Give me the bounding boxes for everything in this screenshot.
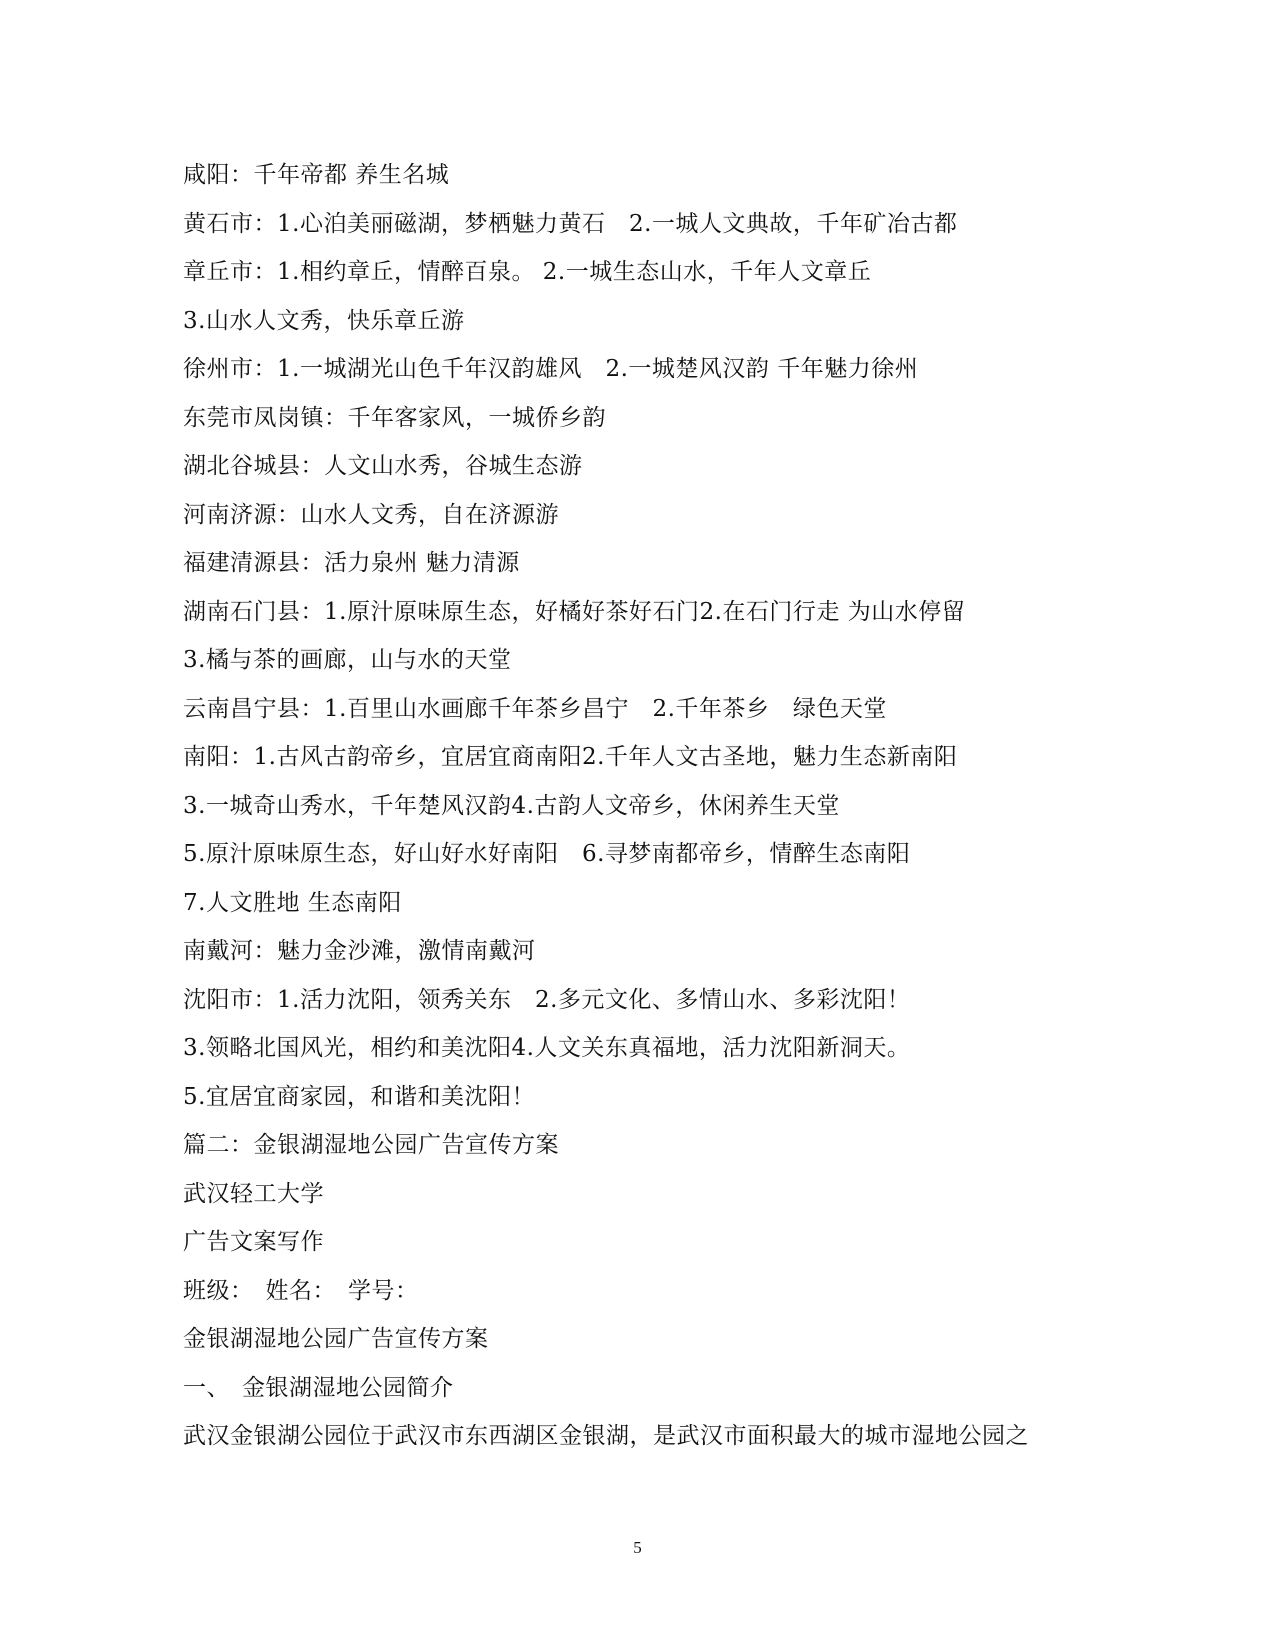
document-title: 金银湖湿地公园广告宣传方案 xyxy=(183,1326,489,1352)
text-line: 班级： 姓名： 学号： xyxy=(183,1277,419,1304)
text-line: 福建清源县：活力泉州 魅力清源 xyxy=(183,550,520,576)
text-line: 南戴河：魅力金沙滩，激情南戴河 xyxy=(183,938,536,964)
text-line: 咸阳：千年帝都 养生名城 xyxy=(183,162,450,188)
page-number: 5 xyxy=(633,1538,642,1557)
text-line: 5.原汁原味原生态，好山好水好南阳 6.寻梦南都帝乡，情醉生态南阳 xyxy=(183,841,911,867)
text-line: 武汉轻工大学 xyxy=(183,1180,324,1207)
text-line: 东莞市凤岗镇：千年客家风，一城侨乡韵 xyxy=(183,404,606,431)
section-heading: 一、 金银湖湿地公园简介 xyxy=(183,1374,454,1401)
text-line: 7.人文胜地 生态南阳 xyxy=(183,889,402,916)
text-line: 南阳：1.古风古韵帝乡，宜居宜商南阳2.千年人文古圣地，魅力生态新南阳 xyxy=(183,744,958,770)
text-line: 黄石市：1.心泊美丽磁湖，梦栖魅力黄石 2.一城人文典故，千年矿冶古都 xyxy=(183,210,958,237)
text-line: 3.一城奇山秀水，千年楚风汉韵4.古韵人文帝乡，休闲养生天堂 xyxy=(183,792,840,819)
text-line: 章丘市：1.相约章丘，情醉百泉。 2.一城生态山水，千年人文章丘 xyxy=(183,259,872,285)
text-line: 河南济源：山水人文秀，自在济源游 xyxy=(183,501,559,528)
text-line: 徐州市：1.一城湖光山色千年汉韵雄风 2.一城楚风汉韵 千年魅力徐州 xyxy=(183,356,919,382)
text-line: 武汉金银湖公园位于武汉市东西湖区金银湖，是武汉市面积最大的城市湿地公园之 xyxy=(183,1423,1029,1449)
text-line: 湖南石门县：1.原汁原味原生态，好橘好茶好石门2.在石门行走 为山水停留 xyxy=(183,598,966,625)
text-line: 5.宜居宜商家园，和谐和美沈阳！ xyxy=(183,1083,535,1110)
text-line: 沈阳市：1.活力沈阳，领秀关东 2.多元文化、多情山水、多彩沈阳！ xyxy=(183,986,911,1013)
section-heading: 篇二：金银湖湿地公园广告宣传方案 xyxy=(183,1132,559,1158)
text-line: 3.山水人文秀，快乐章丘游 xyxy=(183,307,465,334)
text-line: 3.橘与茶的画廊，山与水的天堂 xyxy=(183,647,512,673)
text-line: 云南昌宁县：1.百里山水画廊千年茶乡昌宁 2.千年茶乡 绿色天堂 xyxy=(183,695,887,722)
text-line: 湖北谷城县：人文山水秀，谷城生态游 xyxy=(183,453,583,479)
document-body xyxy=(183,151,1183,1461)
text-line: 3.领略北国风光，相约和美沈阳4.人文关东真福地，活力沈阳新洞天。 xyxy=(183,1035,911,1061)
text-line: 广告文案写作 xyxy=(183,1229,324,1255)
